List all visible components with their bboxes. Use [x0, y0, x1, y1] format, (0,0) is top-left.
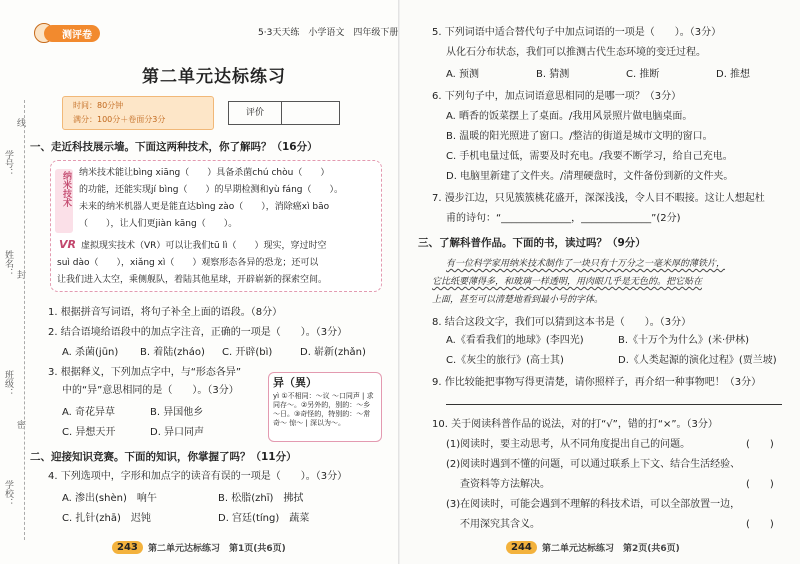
margin-label-name: 姓名： [3, 250, 13, 277]
q10-item-1: (1)阅读时，要主动思考，从不同角度提出自己的问题。 [446, 439, 691, 450]
q10-item-2-cont: 查资料等方法解决。 [460, 479, 550, 490]
q3-option-c[interactable]: C. 异想天开 [62, 427, 116, 438]
q3-option-a[interactable]: A. 奇花异草 [62, 407, 116, 418]
margin-label-line: 线 [15, 118, 25, 127]
q5-option-c[interactable]: C. 推断 [626, 69, 660, 80]
question-4: 4. 下列选项中，字形和加点字的读音有误的一项是（ ）。（3分） [48, 471, 348, 482]
q6-option-c[interactable]: C. 手机电量过低，需要及时充电。/我要不断学习，给自己充电。 [446, 151, 733, 162]
q5-option-b[interactable]: B. 猜测 [536, 69, 570, 80]
question-8: 8. 结合这段文字，我们可以猜到这本书是（ ）。（3分） [432, 317, 692, 328]
section-3-heading: 三、了解科普作品。下面的书，读过吗？（9分） [418, 237, 646, 249]
passage-line-3: 上面，甚至可以清楚地看到最小号的字体。 [432, 295, 604, 305]
question-2: 2. 结合语境给语段中的加点字注音，正确的一项是（ ）。（3分） [48, 327, 348, 338]
book-header: 5·3天天练 小学语文 四年级下册 [258, 28, 399, 38]
passage-line-2-text: 它比纸要薄得多，和玻璃一样透明，用肉眼几乎是无色的。把它贴在 [432, 277, 703, 287]
q10-item-3: (3)在阅读时，可能会遇到不理解的科技术语，可以全部放置一边， [446, 499, 741, 510]
margin-label-seal: 封 [15, 270, 25, 279]
q10-item-3-cont: 不用深究其含义。 [460, 519, 540, 530]
section-1-heading: 一、走近科技展示墙。下面这两种技术，你了解吗？（16分） [30, 141, 318, 153]
question-6: 6. 下列句子中，加点词语意思相同的是哪一项？（3分） [432, 91, 682, 102]
nano-line-4: （ ），让人们更jiàn kāng（ ）。 [79, 219, 238, 229]
vr-tag: VR [59, 238, 76, 251]
nano-line-2: 的功能，还能实现jí bìng（ ）的早期检测和yù fáng（ ）。 [79, 185, 343, 195]
question-5: 5. 下列词语中适合替代句子中加点词语的一项是（ ）。（3分） [432, 27, 722, 38]
q8-option-d[interactable]: D.《人类起源的演化过程》(贾兰坡) [618, 355, 777, 366]
tech-passage-box [50, 160, 382, 292]
question-7-cont[interactable]: 甫的诗句：“______________，______________”(2分) [446, 213, 681, 224]
q10-answer-3[interactable]: ( ) [746, 519, 774, 530]
vr-line-2: suì dào（ ），xiǎng xì（ ）观察形态各异的恐龙；还可以 [57, 258, 319, 268]
q5-option-d[interactable]: D. 推想 [716, 69, 751, 80]
right-page [400, 0, 800, 564]
question-3-cont: 中的“异”意思相同的是（ ）。（3分） [62, 385, 239, 396]
q5-option-a[interactable]: A. 预测 [446, 69, 480, 80]
margin-label-school: 学校： [3, 480, 13, 507]
q10-answer-2[interactable]: ( ) [746, 479, 774, 490]
q6-option-d[interactable]: D. 电脑里新建了文件夹。/清理硬盘时，文件备份到新的文件夹。 [446, 171, 734, 182]
page-number-right: 244 [506, 541, 537, 554]
passage-line-2 [432, 276, 702, 288]
full-score: 满分：100分＋卷面分3分 [73, 115, 166, 124]
margin-label-id: 学号： [3, 150, 13, 177]
evaluation-field[interactable] [282, 102, 339, 124]
q2-option-c[interactable]: C. 开辟(bì) [222, 347, 273, 358]
q3-option-d[interactable]: D. 异口同声 [150, 427, 205, 438]
q4-option-b[interactable]: B. 松脂(zhī) 拂拭 [218, 493, 304, 504]
q4-option-c[interactable]: C. 扎针(zhā) 迟钝 [62, 513, 151, 524]
nano-line-1: 纳米技术能让bìng xiāng（ ）具备杀菌chú chòu（ ） [79, 168, 330, 178]
passage-line-1-text: 有一位科学家用纳米技术制作了一块只有十万分之一毫米厚的薄铁片， [446, 259, 726, 269]
nano-line-3: 未来的纳米机器人更是能直达bìng zào（ ），消除癌xì bāo [79, 202, 330, 212]
info-box [62, 96, 214, 130]
q2-option-b[interactable]: B. 着陆(zháo) [140, 347, 205, 358]
vr-line-3: 让我们进入太空，乘侧舰队，着陆其他星球，开辟崭新的探索空间。 [57, 275, 328, 285]
page-title: 第二单元达标练习 [142, 67, 286, 87]
q8-option-a[interactable]: A.《看看我们的地球》(李四光) [446, 335, 584, 346]
footer-left: 第二单元达标练习 第1页(共6页) [148, 544, 286, 554]
q2-option-a[interactable]: A. 杀菌(jūn) [62, 347, 119, 358]
question-10: 10. 关于阅读科普作品的说法，对的打“√”，错的打“×”。（3分） [432, 419, 718, 430]
q10-item-2: (2)阅读时遇到不懂的问题，可以通过联系上下文、结合生活经验、 [446, 459, 741, 470]
q9-answer-line[interactable] [446, 404, 782, 405]
definition-char: 异（異） [273, 376, 317, 389]
evaluation-box [228, 101, 340, 125]
margin-label-secret: 密 [15, 420, 25, 429]
definition-text: yì ①不相同：～议 ～口同声 | 求同存～。②另外的，别的：～乡 ～日。③奇怪的，特别的：～常 奇～ 惊～ | 深以为～。 [273, 392, 374, 427]
q4-option-d[interactable]: D. 宫廷(tíng) 蔬菜 [218, 513, 310, 524]
evaluation-label: 评价 [229, 102, 282, 124]
q3-option-b[interactable]: B. 异国他乡 [150, 407, 204, 418]
nano-label: 纳米技术 [61, 171, 71, 207]
q5-sentence: 从化石分布状态，我们可以推测古代生态环境的变迁过程。 [446, 47, 706, 58]
q6-option-b[interactable]: B. 温暖的阳光照进了窗口。/整洁的街道是城市文明的窗口。 [446, 131, 713, 142]
q4-option-a[interactable]: A. 渗出(shèn) 响午 [62, 493, 157, 504]
test-badge: 测评卷 [44, 25, 100, 42]
binding-line [24, 100, 25, 540]
margin-label-class: 班级： [3, 370, 13, 397]
question-7: 7. 漫步江边，只见簇簇桃花盛开，深深浅浅，令人目不暇接。这让人想起杜 [432, 193, 765, 204]
section-2-heading: 二、迎接知识竞赛。下面的知识，你掌握了吗？（11分） [30, 451, 297, 463]
time-limit: 时间：80分钟 [73, 101, 124, 110]
question-3: 3. 根据释义，下列加点字中，与“形态各异” [48, 367, 242, 378]
q10-answer-1[interactable]: ( ) [746, 439, 774, 450]
q8-option-b[interactable]: B.《十万个为什么》(米·伊林) [618, 335, 750, 346]
page-number-left: 243 [112, 541, 143, 554]
passage-line-1 [446, 258, 725, 270]
footer-right: 第二单元达标练习 第2页(共6页) [542, 544, 680, 554]
question-1: 1. 根据拼音写词语，将句子补全上面的语段。（8分） [48, 307, 283, 318]
q8-option-c[interactable]: C.《灰尘的旅行》(高士其) [446, 355, 564, 366]
vr-line-1: 虚拟现实技术（VR）可以让我们tū lì（ ）现实，穿过时空 [81, 241, 327, 251]
q6-option-a[interactable]: A. 晒香的饭菜摆上了桌面。/我用风景照片做电脑桌面。 [446, 111, 693, 122]
q2-option-d[interactable]: D. 崭新(zhǎn) [300, 347, 366, 358]
question-9: 9. 作比较能把事物写得更清楚，请你照样子，再介绍一种事物吧！（3分） [432, 377, 762, 388]
definition-box [268, 372, 382, 442]
